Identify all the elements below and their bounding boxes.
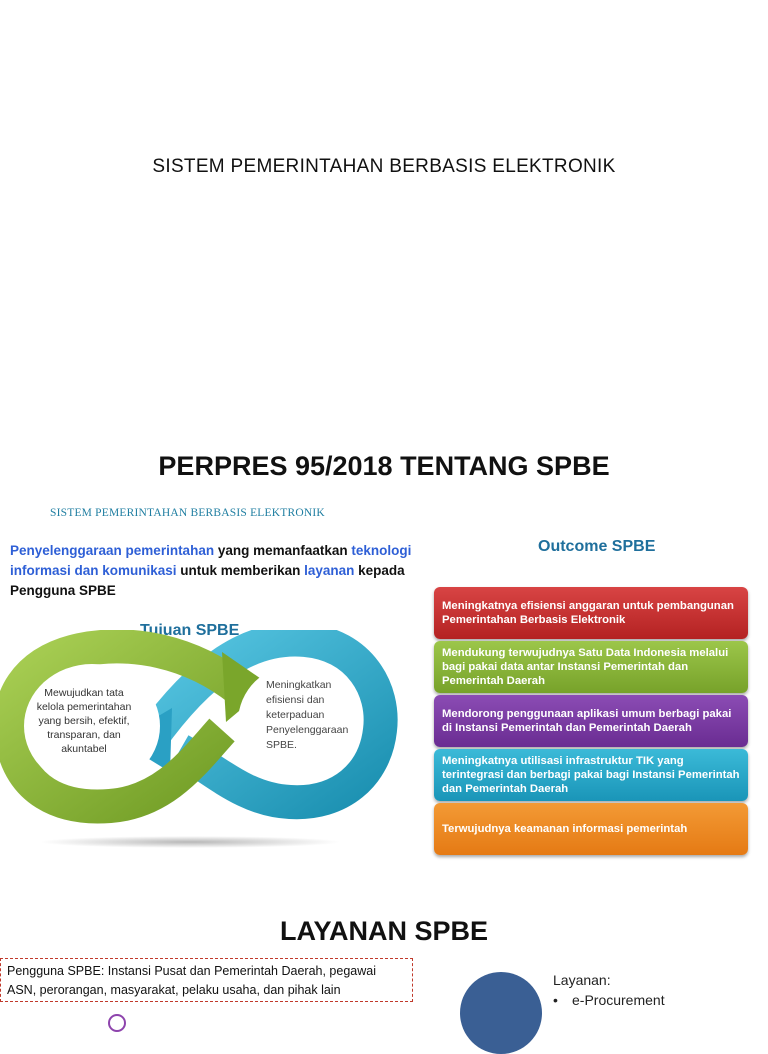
definition-part-3: teknologi informasi dan komunikasi	[10, 543, 412, 578]
left-goal-line-2: kelola pemerintahan	[36, 701, 132, 713]
right-goal-line-5: SPBE.	[266, 739, 297, 751]
left-goal-line-1: Mewujudkan tata	[44, 687, 124, 699]
outcome-item-3: Mendorong penggunaan aplikasi umum berbagi pakai di Instansi Pemerintah dan Pemerintah Daerah	[434, 695, 748, 747]
infinity-loop-diagram	[0, 630, 400, 860]
outcome-item-4: Meningkatnya utilisasi infrastruktur TIK yang terintegrasi dan berbagi pakai bagi Instansi Pemerintah dan Pemerintah Daerah	[434, 749, 748, 801]
diagram-shadow	[40, 836, 340, 848]
spbe-definition	[10, 541, 445, 601]
definition-part-4: untuk memberikan	[176, 563, 305, 578]
pengguna-spbe-box: Pengguna SPBE: Instansi Pusat dan Pemerintah Daerah, pegawai ASN, perorangan, masyarakat, pelaku usaha, dan pihak lain	[0, 958, 413, 1002]
left-goal-line-4: transparan, dan	[47, 729, 121, 741]
slide2-subtitle: SISTEM PEMERINTAHAN BERBASIS ELEKTRONIK	[50, 507, 325, 519]
tujuan-title: Tujuan SPBE	[140, 622, 240, 639]
layanan-item-eprocurement: e-Procurement	[572, 992, 665, 1008]
outcome-item-5: Terwujudnya keamanan informasi pemerintah	[434, 803, 748, 855]
definition-part-1: Penyelenggaraan pemerintahan	[10, 543, 215, 558]
layanan-circle	[460, 972, 542, 1054]
definition-part-2: yang memanfaatkan	[214, 543, 352, 558]
outcome-item-1: Meningkatnya efisiensi anggaran untuk pembangunan Pemerintahan Berbasis Elektronik	[434, 587, 748, 639]
layanan-bullet: •	[553, 992, 558, 1008]
left-goal-line-5: akuntabel	[61, 743, 107, 755]
slide3-title: LAYANAN SPBE	[279, 916, 489, 946]
right-goal-line-1: Meningkatkan	[266, 679, 332, 691]
definition-part-5: layanan	[304, 563, 355, 578]
slide1-title: SISTEM PEMERINTAHAN BERBASIS ELEKTRONIK	[152, 156, 616, 177]
outcome-item-2: Mendukung terwujudnya Satu Data Indonesia melalui bagi pakai data antar Instansi Pemerintah dan Pemerintah Daerah	[434, 641, 748, 693]
slide2-title: PERPRES 95/2018 TENTANG SPBE	[158, 451, 610, 481]
right-goal-line-3: keterpaduan	[266, 709, 325, 721]
right-goal-line-4: Penyelenggaraan	[266, 724, 349, 736]
layanan-label: Layanan:	[553, 972, 611, 988]
definition-part-6: kepada Pengguna SPBE	[10, 563, 405, 598]
left-goal-line-3: yang bersih, efektif,	[38, 715, 130, 727]
target-icon	[108, 1014, 126, 1032]
outcome-title: Outcome SPBE	[538, 538, 656, 555]
right-goal-line-2: efisiensi dan	[266, 694, 325, 706]
